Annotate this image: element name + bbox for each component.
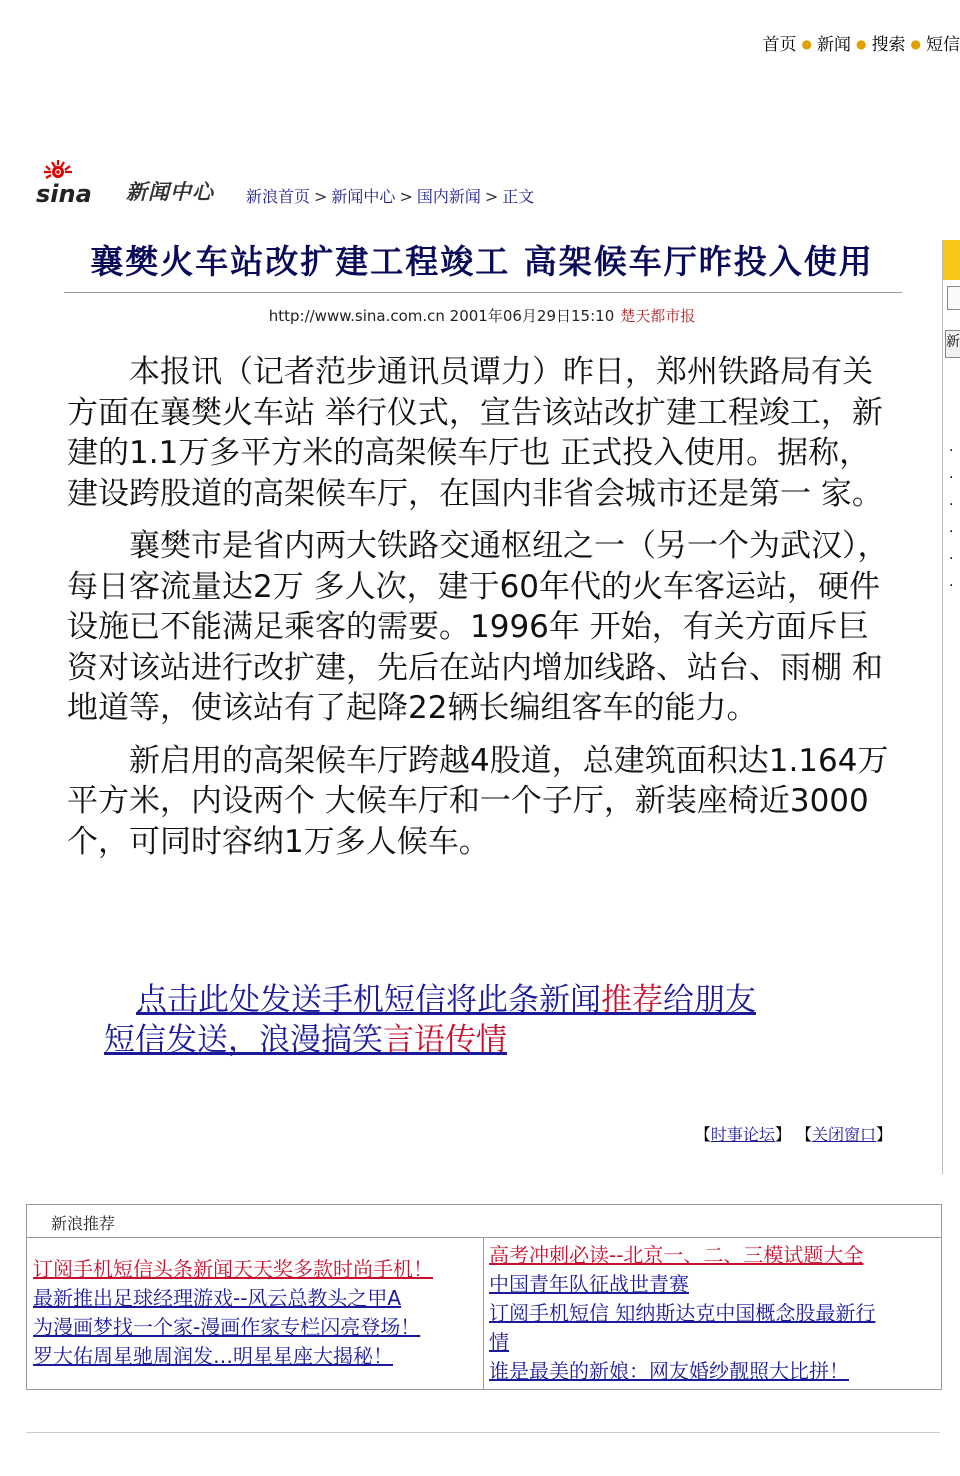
footer-actions bbox=[695, 1122, 892, 1145]
sms-promo bbox=[104, 980, 904, 1060]
bottom-divider bbox=[26, 1432, 940, 1433]
close-window-link[interactable]: 关闭窗口 bbox=[811, 1125, 876, 1144]
sidebar-bullet-list bbox=[949, 438, 953, 600]
breadcrumb-article[interactable]: 正文 bbox=[502, 187, 535, 206]
topnav-news[interactable]: 新闻 bbox=[817, 35, 852, 55]
article-body bbox=[67, 352, 895, 874]
recommend-link[interactable]: 为漫画梦找一个家-漫画作家专栏闪亮登场！ bbox=[33, 1315, 421, 1339]
topnav-sms[interactable]: 短信 bbox=[926, 35, 960, 55]
article-paragraph: 本报讯（记者范步通讯员谭力）昨日，郑州铁路局有关方面在襄樊火车站 举行仪式，宣告该站改扩建工程竣工，新建的1.1万多平方米的高架候车厅也 正式投入使用。据称，建设跨股道的高架候车厅，在国内非省会城市还是第一 家。 bbox=[67, 354, 883, 512]
bullet-icon: ● bbox=[801, 37, 813, 51]
bracket: 】 bbox=[875, 1125, 892, 1144]
sms-send-link[interactable] bbox=[104, 1022, 507, 1058]
article-title: 襄樊火车站改扩建工程竣工 高架候车厅昨投入使用 bbox=[90, 242, 874, 281]
sidebar-search-button[interactable]: 新 bbox=[945, 330, 960, 358]
topnav-search[interactable]: 搜索 bbox=[871, 35, 906, 55]
top-nav bbox=[763, 30, 960, 55]
bracket: 【 bbox=[694, 1125, 711, 1144]
breadcrumb-domestic-news[interactable]: 国内新闻 bbox=[416, 187, 481, 206]
article-url-date: http://www.sina.com.cn 2001年06月29日15:10 bbox=[268, 307, 615, 325]
sina-logo-text: sina bbox=[36, 180, 92, 206]
recommend-link[interactable]: 高考冲刺必读--北京一、二、三模试题大全 bbox=[489, 1243, 864, 1267]
sidebar-search-input[interactable] bbox=[947, 286, 960, 310]
sina-recommend-box bbox=[26, 1204, 942, 1390]
forum-link[interactable]: 时事论坛 bbox=[710, 1125, 775, 1144]
bullet-icon: ● bbox=[856, 37, 867, 51]
sidebar-bullet: · bbox=[949, 497, 954, 513]
sms-recommend-link[interactable] bbox=[136, 982, 756, 1018]
topnav-home[interactable]: 首页 bbox=[762, 35, 797, 55]
sidebar-bullet: · bbox=[949, 470, 954, 486]
sidebar-bullet: · bbox=[949, 578, 954, 594]
brand-name: 新闻中心 bbox=[126, 180, 214, 204]
breadcrumb-sina-home[interactable]: 新浪首页 bbox=[246, 187, 311, 206]
recommend-link[interactable]: 订阅手机短信头条新闻天天奖多款时尚手机！ bbox=[33, 1257, 433, 1281]
recommend-link[interactable]: 中国青年队征战世青赛 bbox=[489, 1272, 689, 1296]
recommend-title: 新浪推荐 bbox=[51, 1214, 116, 1233]
article-paragraph: 襄樊市是省内两大铁路交通枢纽之一（另一个为武汉），每日客流量达2万 多人次，建于60年代的火车客运站，硬件设施已不能满足乘客的需要。1996年 开始，有关方面斥巨资对该站进行改扩建，先后在站内增加线路、站台、雨棚 和地道等，使该站有了起降22辆长编组客车的能力。 bbox=[67, 528, 889, 726]
right-sidebar bbox=[942, 240, 960, 1174]
bracket: 】 bbox=[774, 1125, 791, 1144]
sidebar-bullet: · bbox=[949, 551, 954, 567]
sms-recommend-text: 点击此处发送手机短信将此条新闻 bbox=[136, 982, 601, 1018]
recommend-divider bbox=[483, 1238, 484, 1389]
recommend-header bbox=[27, 1205, 941, 1238]
sms-send-text: 短信发送，浪漫搞笑 bbox=[104, 1022, 383, 1058]
recommend-link[interactable]: 最新推出足球经理游戏--风云总教头之甲A bbox=[33, 1286, 402, 1310]
site-header bbox=[36, 158, 916, 210]
breadcrumb-separator: > bbox=[314, 187, 328, 206]
breadcrumb-separator: > bbox=[484, 187, 499, 206]
article-meta bbox=[64, 305, 900, 326]
recommend-link[interactable]: 订阅手机短信 知纳斯达克中国概念股最新行 bbox=[489, 1301, 876, 1325]
sidebar-bullet: · bbox=[949, 443, 954, 459]
sms-send-red-text: 言语传情 bbox=[383, 1022, 507, 1058]
breadcrumb bbox=[246, 184, 534, 207]
recommend-link[interactable]: 罗大佑周星驰周润发…明星星座大揭秘！ bbox=[33, 1344, 393, 1368]
sidebar-bullet: · bbox=[949, 524, 954, 540]
breadcrumb-news-center[interactable]: 新闻中心 bbox=[331, 187, 396, 206]
sms-recommend-tail: 给朋友 bbox=[663, 982, 756, 1018]
recommend-link[interactable]: 情 bbox=[489, 1330, 509, 1354]
sidebar-yellow-banner[interactable] bbox=[943, 240, 960, 280]
title-divider bbox=[64, 292, 902, 293]
breadcrumb-separator: > bbox=[399, 187, 413, 206]
article-paragraph: 新启用的高架候车厅跨越4股道，总建筑面积达1.164万平方米，内设两个 大候车厅和一个子厅，新装座椅近3000个，可同时容纳1万多人候车。 bbox=[67, 742, 889, 860]
recommend-left-list bbox=[33, 1255, 433, 1371]
recommend-link[interactable]: 谁是最美的新娘：网友婚纱靓照大比拼！ bbox=[489, 1359, 849, 1383]
bullet-icon: ● bbox=[910, 37, 921, 51]
article-source-link[interactable]: 楚天都市报 bbox=[620, 307, 696, 325]
sms-recommend-red-text: 推荐 bbox=[601, 982, 663, 1018]
bracket: 【 bbox=[795, 1125, 812, 1144]
recommend-right-list bbox=[489, 1241, 875, 1386]
sina-logo[interactable] bbox=[36, 158, 110, 206]
